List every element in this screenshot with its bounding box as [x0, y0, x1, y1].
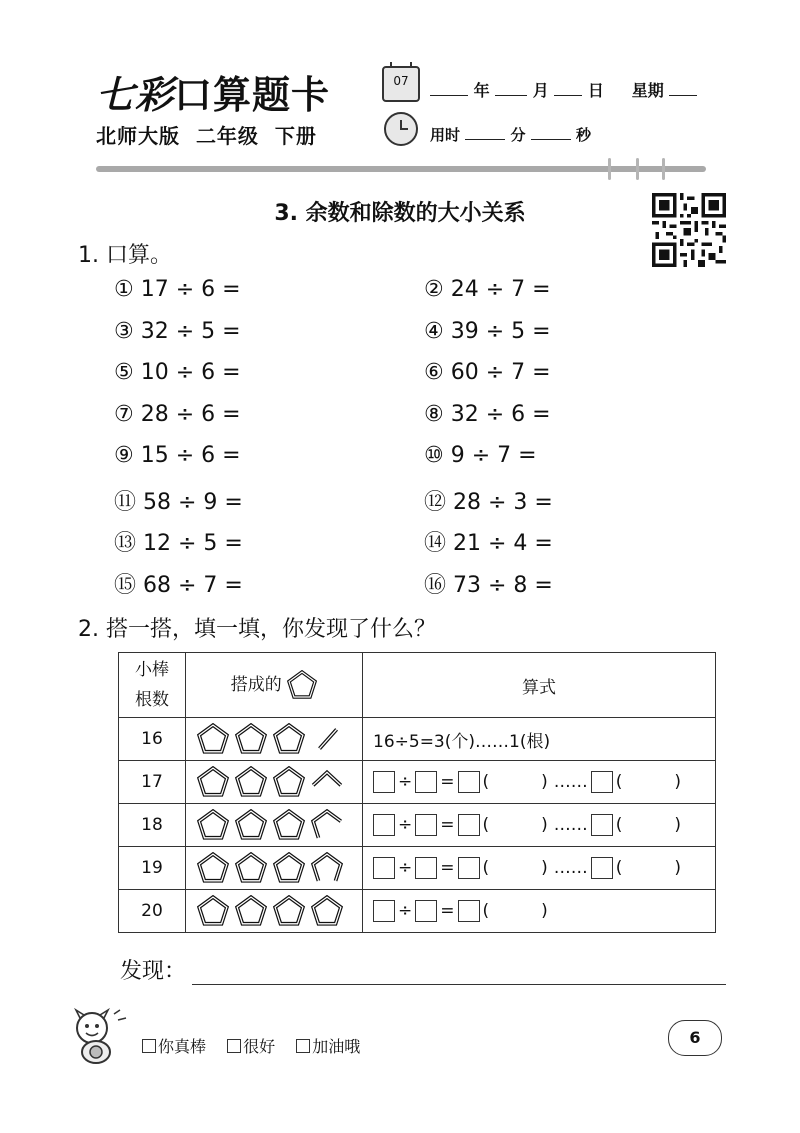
- edition: 北师大版: [96, 124, 180, 148]
- time-used-label: 用时: [430, 126, 461, 144]
- second-label: 秒: [575, 126, 591, 144]
- remainder-dots: ……: [553, 772, 588, 792]
- answer-box[interactable]: [415, 771, 437, 793]
- problem-item: ⑤ 10 ÷ 6 =: [114, 360, 241, 385]
- brand-logo: [96, 64, 330, 119]
- pentagon-icon: [196, 809, 230, 841]
- shape-cell: [186, 761, 363, 804]
- rating-option-keep-going[interactable]: [296, 1037, 360, 1056]
- problem-item: ⑦ 28 ÷ 6 =: [114, 401, 241, 427]
- remainder-dots: ……: [553, 858, 588, 878]
- pentagon-icon: [196, 852, 230, 884]
- table-row: [119, 761, 716, 804]
- equals-sign: =: [440, 815, 455, 835]
- pentagon-icon: [234, 723, 268, 755]
- checkbox-icon[interactable]: [227, 1039, 241, 1053]
- division-sign: ÷: [398, 858, 413, 878]
- self-rating: [142, 1034, 376, 1057]
- date-line: [430, 78, 697, 101]
- paren-close: ): [674, 858, 682, 878]
- stick-pentagon-table: [118, 652, 716, 933]
- calendar-number: 07: [393, 74, 409, 88]
- partial-pentagon-icon: [310, 766, 344, 798]
- edition-line: [96, 120, 317, 149]
- problem-item: ⑭ 21 ÷ 4 =: [424, 531, 553, 556]
- pentagon-icon: [287, 670, 317, 700]
- stick-count-cell: 17: [119, 761, 186, 804]
- problem-item: ⑪ 58 ÷ 9 =: [114, 489, 243, 515]
- pentagon-icon: [196, 723, 230, 755]
- header-formula: 算式: [363, 653, 716, 718]
- answer-box[interactable]: [591, 771, 613, 793]
- answer-box[interactable]: [591, 814, 613, 836]
- problem-item: ⑬ 12 ÷ 5 =: [114, 531, 243, 556]
- formula-blank-cell: [363, 847, 716, 890]
- division-sign: ÷: [398, 772, 413, 792]
- stick-count-cell: 18: [119, 804, 186, 847]
- pentagon-icon: [310, 895, 344, 927]
- paren-close: ): [541, 815, 548, 835]
- paren-close: ): [674, 815, 682, 835]
- grade: 二年级: [195, 124, 259, 148]
- calendar-icon: [382, 66, 420, 102]
- paren-close: ): [674, 772, 682, 792]
- partial-pentagon-icon: [310, 852, 344, 884]
- day-label: 日: [587, 81, 604, 100]
- problem-item: ⑨ 15 ÷ 6 =: [114, 443, 241, 468]
- brand-title: 口算题卡: [174, 72, 331, 117]
- section2-heading: 2. 搭一搭，填一填，你发现了什么？: [78, 617, 436, 642]
- paren-open: (: [615, 858, 623, 878]
- rating-option-great[interactable]: [142, 1037, 206, 1056]
- paren-open: (: [615, 772, 623, 792]
- qr-code-icon[interactable]: [652, 193, 726, 267]
- paren-open: (: [482, 815, 490, 835]
- problem-item: ⑮ 68 ÷ 7 =: [114, 572, 243, 598]
- problem-item: ④ 39 ÷ 5 =: [424, 318, 551, 344]
- header-stick-count-line1: 小棒: [135, 660, 169, 680]
- partial-pentagon-icon: [310, 723, 344, 755]
- binder-peg: [608, 158, 611, 180]
- finding-answer-line[interactable]: [192, 984, 726, 985]
- shape-cell: [186, 718, 363, 761]
- rating-great-label: 你真棒: [158, 1037, 207, 1056]
- formula-cell: 16÷5=3(个)……1(根): [363, 718, 716, 761]
- pentagon-icon: [196, 895, 230, 927]
- answer-box[interactable]: [458, 857, 480, 879]
- table-row: [119, 718, 716, 761]
- binder-peg: [662, 158, 665, 180]
- problem-item: ③ 32 ÷ 5 =: [114, 318, 241, 344]
- paren-open: (: [482, 772, 490, 792]
- finding-label: 发现：: [120, 959, 187, 984]
- answer-box[interactable]: [415, 857, 437, 879]
- paren-close: ): [541, 901, 548, 921]
- weekday-blank[interactable]: [669, 81, 697, 96]
- answer-box[interactable]: [373, 857, 395, 879]
- problem-item: ⑩ 9 ÷ 7 =: [424, 443, 537, 468]
- minute-label: 分: [510, 126, 526, 144]
- cartoon-mascot-icon: [70, 1006, 134, 1066]
- pentagon-icon: [234, 809, 268, 841]
- shape-cell: [186, 847, 363, 890]
- problem-item: ⑥ 60 ÷ 7 =: [424, 360, 551, 385]
- second-blank[interactable]: [531, 127, 571, 140]
- equals-sign: =: [440, 858, 455, 878]
- table-header-row: [119, 653, 716, 718]
- rating-option-good[interactable]: [227, 1037, 275, 1056]
- answer-box[interactable]: [591, 857, 613, 879]
- partial-pentagon-icon: [310, 809, 344, 841]
- problem-item: ① 17 ÷ 6 =: [114, 277, 241, 302]
- pentagon-icon: [272, 809, 306, 841]
- header-shape-label: 搭成的: [230, 675, 282, 695]
- page-number: 6: [668, 1020, 722, 1056]
- weekday-label: 星期: [631, 81, 664, 100]
- pentagon-icon: [272, 895, 306, 927]
- formula-blank-cell: [363, 804, 716, 847]
- header-divider: [96, 166, 706, 172]
- division-sign: ÷: [398, 901, 413, 921]
- answer-box[interactable]: [373, 771, 395, 793]
- stick-count-cell: 16: [119, 718, 186, 761]
- volume: 下册: [274, 124, 317, 148]
- pentagon-icon: [234, 852, 268, 884]
- problem-item: ⑫ 28 ÷ 3 =: [424, 489, 553, 515]
- answer-box[interactable]: [415, 900, 437, 922]
- answer-box[interactable]: [458, 900, 480, 922]
- pentagon-icon: [196, 766, 230, 798]
- pentagon-icon: [272, 723, 306, 755]
- pentagon-icon: [234, 766, 268, 798]
- year-blank[interactable]: [430, 81, 468, 96]
- paren-close: ): [541, 772, 548, 792]
- pentagon-icon: [272, 766, 306, 798]
- paren-open: (: [482, 858, 490, 878]
- shape-cell: [186, 804, 363, 847]
- answer-box[interactable]: [373, 900, 395, 922]
- rating-good-label: 很好: [243, 1037, 276, 1056]
- division-sign: ÷: [398, 815, 413, 835]
- rating-keep-going-label: 加油哦: [312, 1037, 361, 1056]
- problem-item: ⑯ 73 ÷ 8 =: [424, 572, 553, 598]
- formula-blank-cell: [363, 761, 716, 804]
- brand-qicai: 七彩: [96, 72, 175, 117]
- answer-box[interactable]: [415, 814, 437, 836]
- header-stick-count-line2: 根数: [135, 690, 169, 710]
- paren-open: (: [482, 901, 490, 921]
- table-row: [119, 804, 716, 847]
- problem-item: ⑧ 32 ÷ 6 =: [424, 401, 551, 427]
- day-blank[interactable]: [554, 81, 582, 96]
- checkbox-icon[interactable]: [296, 1039, 310, 1053]
- answer-box[interactable]: [458, 814, 480, 836]
- binder-peg: [636, 158, 639, 180]
- minute-blank[interactable]: [465, 127, 505, 140]
- pentagon-icon: [234, 895, 268, 927]
- time-used-line: [430, 124, 591, 145]
- header-stick-count: [119, 653, 186, 718]
- stick-count-cell: 19: [119, 847, 186, 890]
- month-label: 月: [532, 81, 549, 100]
- problem-item: ② 24 ÷ 7 =: [424, 277, 551, 302]
- equals-sign: =: [440, 772, 455, 792]
- equals-sign: =: [440, 901, 455, 921]
- table-row: [119, 847, 716, 890]
- answer-box[interactable]: [458, 771, 480, 793]
- month-blank[interactable]: [495, 81, 527, 96]
- year-label: 年: [473, 81, 490, 100]
- table-row: [119, 890, 716, 933]
- shape-cell: [186, 890, 363, 933]
- checkbox-icon[interactable]: [142, 1039, 156, 1053]
- lesson-title: 3. 余数和除数的大小关系: [274, 201, 526, 226]
- pentagon-icon: [272, 852, 306, 884]
- stick-count-cell: 20: [119, 890, 186, 933]
- remainder-dots: ……: [553, 815, 588, 835]
- clock-icon: [384, 112, 418, 146]
- paren-close: ): [541, 858, 548, 878]
- section1-heading: 1. 口算。: [78, 243, 172, 268]
- formula-blank-cell: [363, 890, 716, 933]
- paren-open: (: [615, 815, 623, 835]
- header-shape: [186, 653, 363, 718]
- answer-box[interactable]: [373, 814, 395, 836]
